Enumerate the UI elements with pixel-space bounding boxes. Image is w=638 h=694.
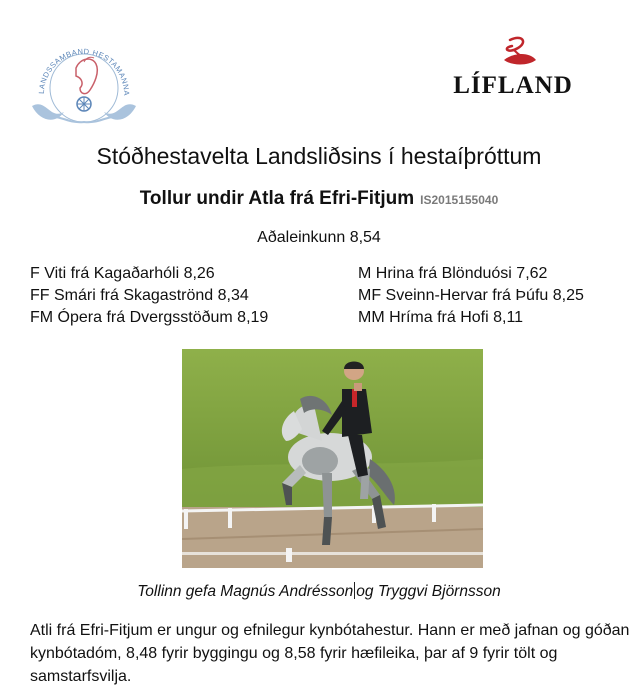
association-logo: [28, 28, 140, 128]
pedigree-sire-side: [30, 263, 268, 329]
page-title: Stóðhestavelta Landsliðsins í hestaíþróttum: [96, 143, 542, 169]
pedigree-line: MM Hríma frá Hofi 8,11: [358, 309, 524, 326]
pedigree-line: F Viti frá Kagaðarhóli 8,26: [30, 265, 215, 282]
registration-number: IS2015155040: [420, 193, 499, 207]
lifland-brand-text: LÍFLAND: [453, 72, 573, 99]
horse-photo: [182, 349, 483, 568]
horse-name: Tollur undir Atla frá Efri-Fitjum: [139, 188, 415, 209]
caption-part-1: Tollinn gefa Magnús Andrésson: [137, 583, 354, 600]
pedigree-dam-side: [358, 263, 584, 329]
main-score: Aðaleinkunn 8,54: [257, 229, 381, 246]
pedigree-line: M Hrina frá Blönduósi 7,62: [358, 265, 548, 282]
horse-description: Atli frá Efri-Fitjum er ungur og efnilegur kynbótahestur. Hann er með jafnan og góðan kynbótadóm, 8,48 fyrir byggingu og 8,58 fyrir hæfileika, þar af 9 fyrir tölt og samstarfsvilja.: [30, 622, 630, 685]
lifland-logo: [448, 34, 578, 100]
pedigree-line: FF Smári frá Skagaströnd 8,34: [30, 287, 249, 304]
lifland-swirl-icon: [448, 34, 578, 74]
pedigree-line: MF Sveinn-Hervar frá Þúfu 8,25: [358, 287, 584, 304]
association-logo-text: LANDSSAMBAND HESTAMANNA: [36, 46, 132, 97]
caption-part-2: og Tryggvi Björnsson: [356, 583, 501, 600]
pedigree-line: FM Ópera frá Dvergsstöðum 8,19: [30, 309, 269, 326]
horse-heading: [0, 188, 638, 210]
photo-caption: [0, 582, 638, 601]
